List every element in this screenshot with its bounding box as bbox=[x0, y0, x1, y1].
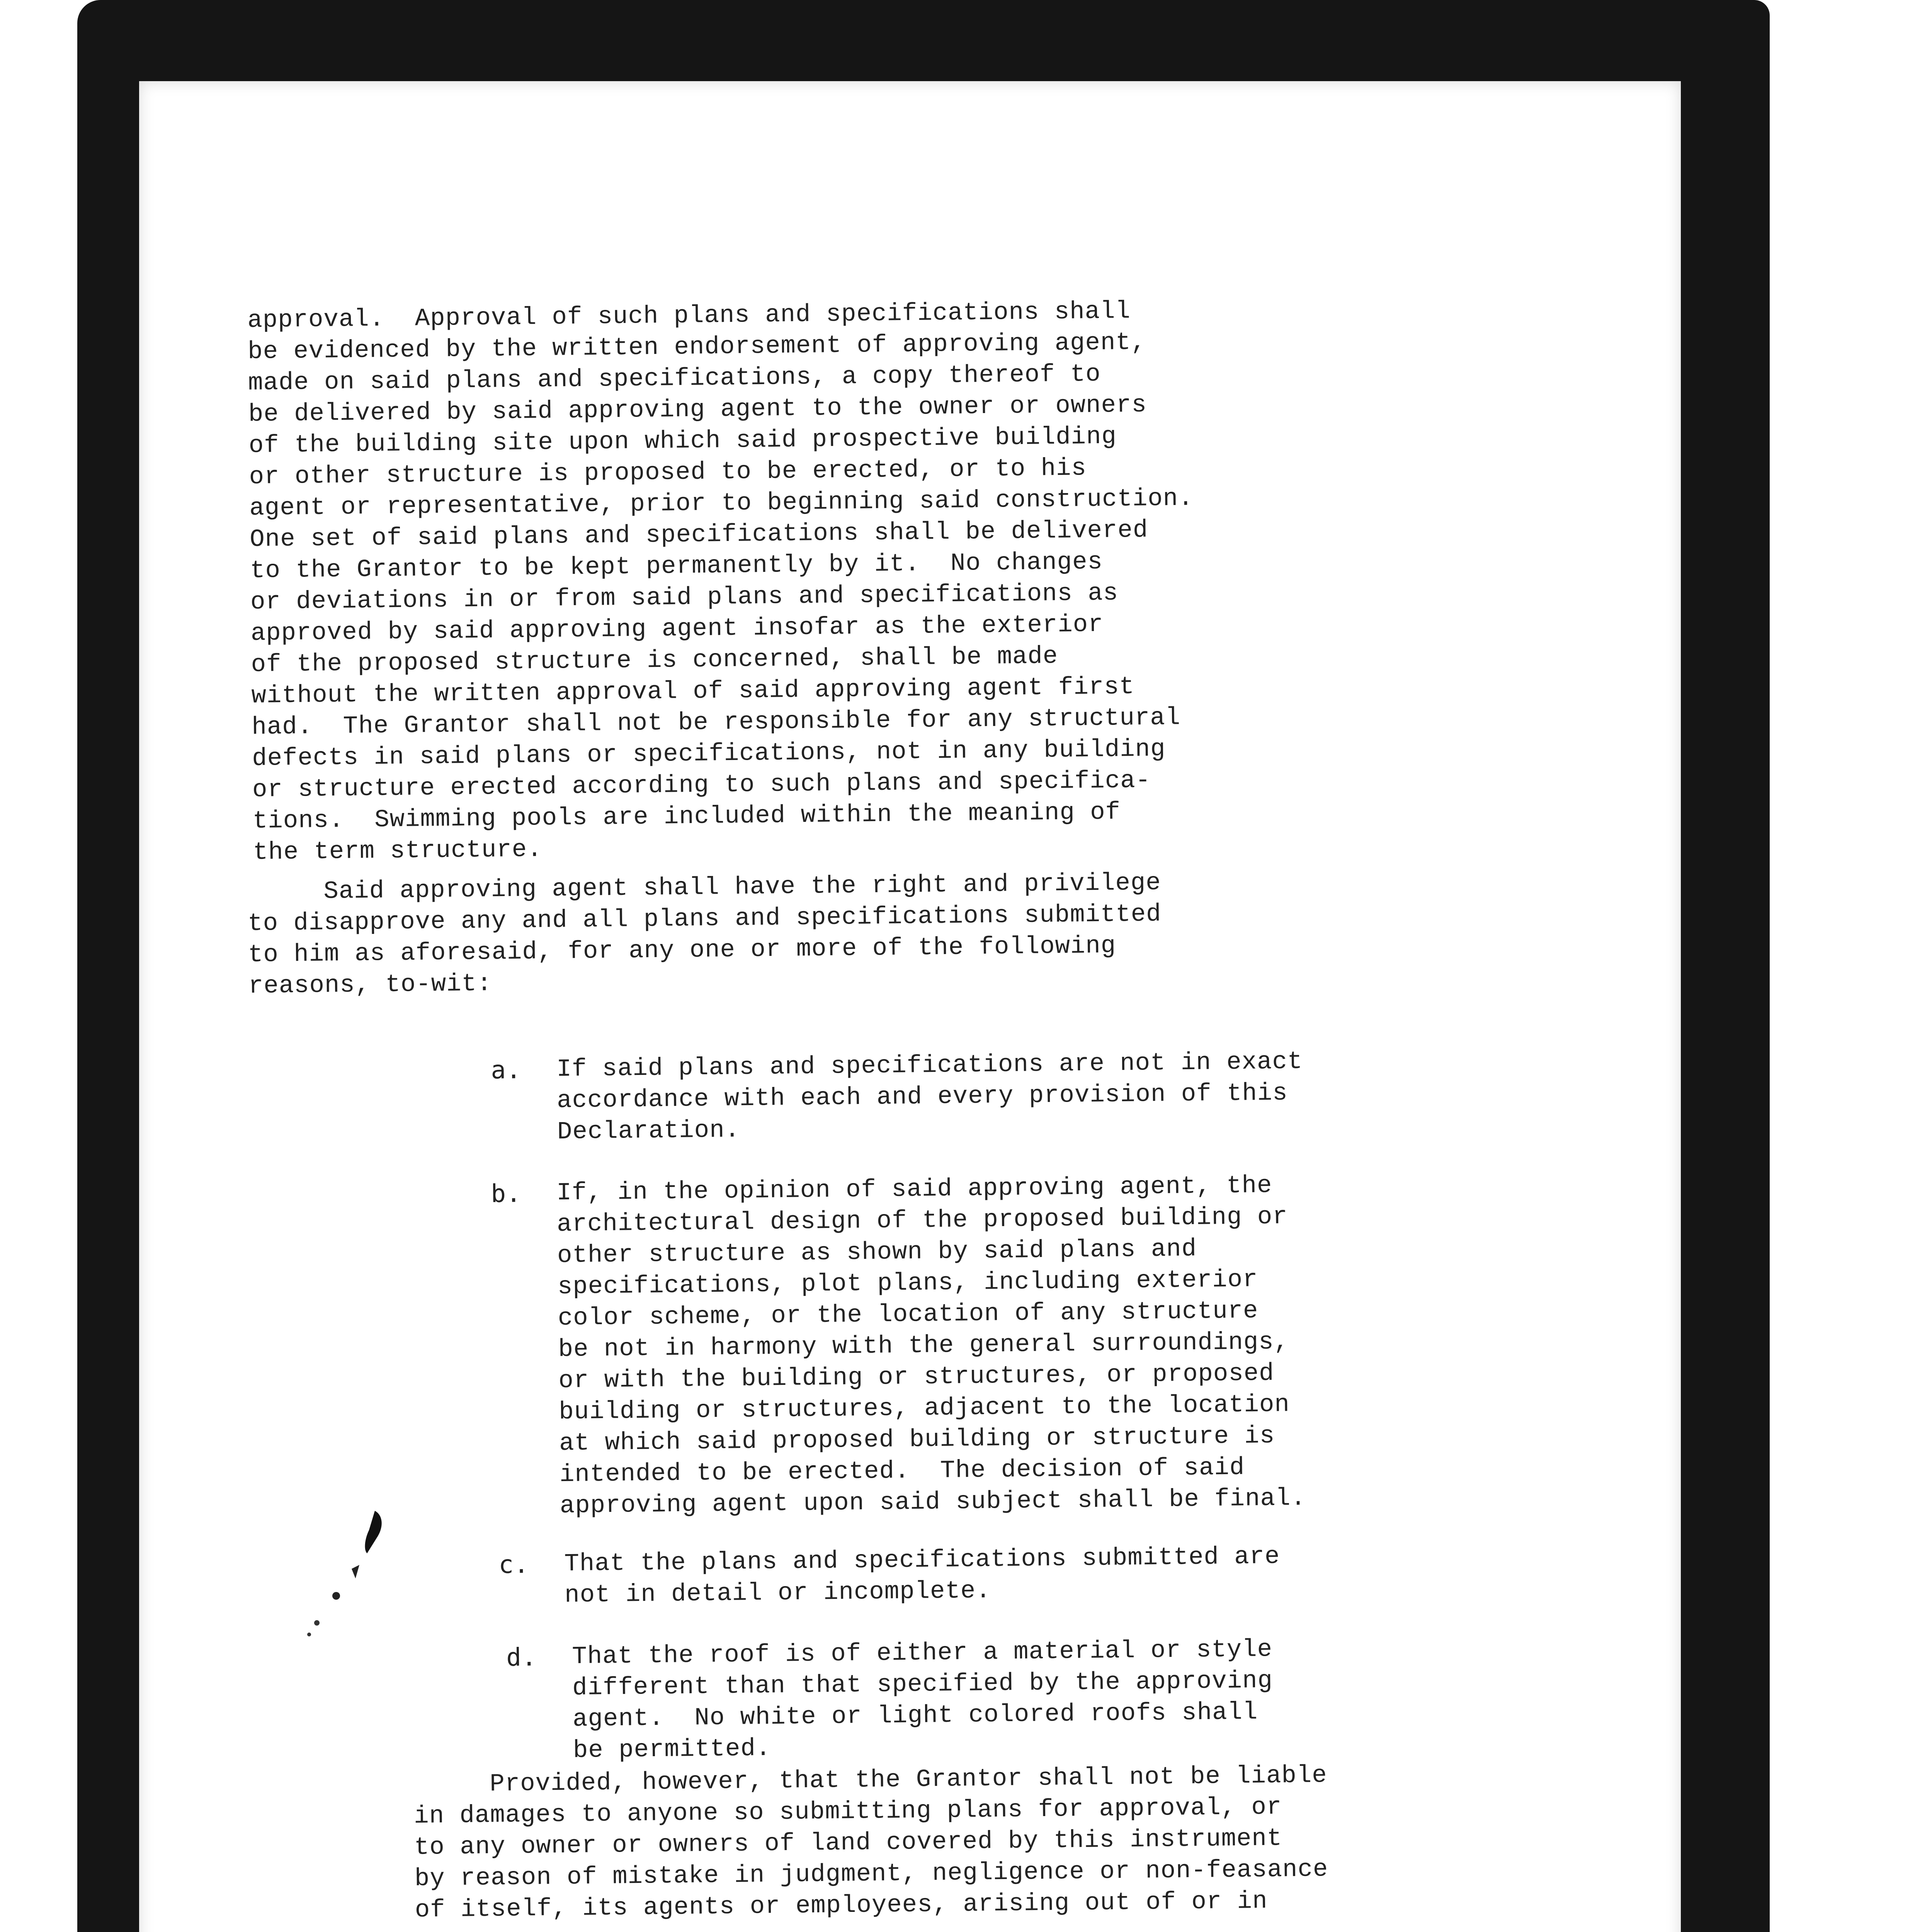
list-item-letter: b. bbox=[491, 1179, 522, 1208]
list-item-letter: c. bbox=[498, 1550, 529, 1579]
list-item-text: If said plans and specifications are not in exact accordance with each and every provision of this Declaration. bbox=[556, 1048, 1303, 1146]
list-item-letter: d. bbox=[506, 1643, 537, 1672]
paragraph-liability: Provided, however, that the Grantor shall not be liable in damages to anyone so submitting plans for approval, or to any owner or owners of land covered by this instrument by reason of mistake in judgment, negligence or non-feasance of itself, its agents or employees, arising out of or in bbox=[413, 1762, 1328, 1924]
list-item-text: That the roof is of either a material or style different than that specified by the approving agent. No white or light colored roofs shall be permitted. bbox=[572, 1636, 1273, 1765]
paragraph-approval: approval. Approval of such plans and specifications shall be evidenced by the written endorsement of approving agent, made on said plans and specifications, a copy thereof to be delivered by said approving agent to the owner or owners of the building site upon which said prospective building or other structure is proposed to be erected, or to his agent or representative, prior to beginning said construction. One set of said plans and specifications shall be delivered to the Grantor to be kept permanently by it. No changes or deviations in or from said plans and specifications as approved by said approving agent insofar as the exterior of the proposed structure is concerned, shall be made without the written approval of said approving agent first had. The Grantor shall not be responsible for any structural defects in said plans or specifications, not in any building or structure erected according to such plans and specifica- tions. Swimming pools are included within the meaning of the term structure. bbox=[247, 298, 1194, 867]
list-item-text: If, in the opinion of said approving agent, the architectural design of the proposed building or other structure as shown by said plans and specifications, plot plans, including exterior color scheme, or the location of any structure be not in harmony with the general surroundings, or with the building or structures, or proposed building or structures, adjacent to the location at which said proposed building or structure is intended to be erected. The decision of said approving agent upon said subject shall be final. bbox=[556, 1172, 1306, 1520]
paragraph-disapproval-reasons: Said approving agent shall have the right and privilege to disapprove any and all plans and specifications submitted to him as aforesaid, for any one or more of the following reasons, to-wit: bbox=[247, 869, 1162, 1000]
list-item-letter: a. bbox=[491, 1056, 522, 1085]
ink-mark-icon bbox=[294, 1507, 394, 1646]
list-item-text: That the plans and specifications submitted are not in detail or incomplete. bbox=[564, 1543, 1280, 1610]
